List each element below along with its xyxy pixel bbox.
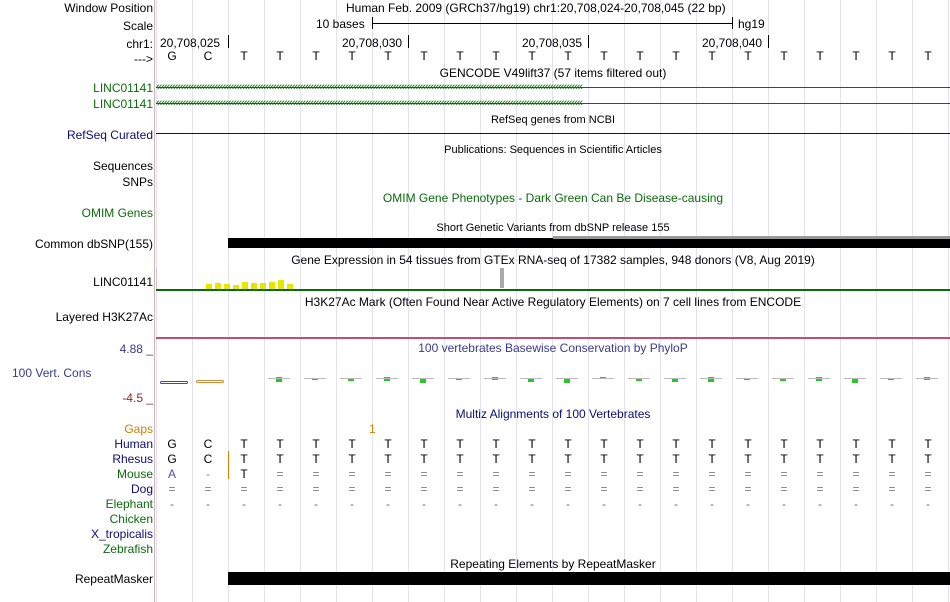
reference-base: T [852,49,860,63]
alignment-base: = [528,467,536,481]
alignment-base: = [492,467,500,481]
species-dog-label: Dog [130,482,153,496]
alignment-base: = [708,482,716,496]
alignment-base: - [206,467,210,481]
assembly-info: Human Feb. 2009 (GRCh37/hg19) chr1:20,708,024-20,708,045 (22 bp) [346,1,726,15]
alignment-base: = [744,467,752,481]
gencode-item-label-1[interactable]: LINC01141 [93,81,153,95]
reference-base: T [492,49,500,63]
dbsnp-variant-bar[interactable] [228,238,950,248]
reference-base: T [744,49,752,63]
dbsnp-variant-bar-gray[interactable] [553,236,950,239]
species-rhesus-label: Rhesus [112,452,153,466]
gtex-track-title: Gene Expression in 54 tissues from GTEx RNA-seq of 17382 samples, 948 donors (V8, Aug 2019) [291,253,815,267]
alignment-base: T [456,437,464,451]
reference-base: T [600,49,608,63]
reference-base: T [708,49,716,63]
alignment-base: = [780,467,788,481]
scale-text: 10 bases [316,17,365,31]
snps-track-label[interactable]: SNPs [122,175,153,189]
alignment-base: = [384,482,392,496]
alignment-base: - [242,497,246,511]
gtex-tissue-bar [215,283,221,289]
gtex-tissue-bar [251,283,257,289]
reference-base: T [672,49,680,63]
phylop-min-label: -4.5 _ [122,391,153,405]
phylop-baseline-tick [700,378,722,379]
alignment-base: T [348,452,356,466]
alignment-base: = [708,467,716,481]
alignment-base: = [168,482,176,496]
phylop-baseline-tick [268,378,290,379]
repeatmasker-track-title: Repeating Elements by RepeatMasker [450,557,656,571]
alignment-base: = [312,467,320,481]
publications-track-title: Publications: Sequences in Scientific Articles [444,144,662,156]
reference-base: T [564,49,572,63]
alignment-base: - [638,497,642,511]
alignment-base: T [708,437,716,451]
alignment-base: - [890,497,894,511]
species-human-label: Human [114,437,153,451]
gtex-tissue-bar [224,284,230,289]
alignment-base: - [386,497,390,511]
phylop-baseline-tick [916,378,938,379]
alignment-base: = [852,482,860,496]
alignment-base: - [782,497,786,511]
chrom-label: chr1: [126,37,153,51]
repeatmasker-element-bar[interactable] [228,572,950,585]
alignment-base: C [203,437,213,451]
omim-track-title: OMIM Gene Phenotypes - Dark Green Can Be Disease-causing [382,191,724,205]
h3k27ac-track-title: H3K27Ac Mark (Often Found Near Active Regulatory Elements) on 7 cell lines from ENCODE [304,295,802,309]
alignment-base: - [458,497,462,511]
alignment-base: = [816,482,824,496]
omim-track-label[interactable]: OMIM Genes [81,206,153,220]
alignment-base: - [854,497,858,511]
alignment-base: = [492,482,500,496]
phylop-baseline-tick [736,378,758,379]
phylop-baseline-tick [556,378,578,379]
phylop-max-label: 4.88 _ [119,342,153,356]
species-mouse-label: Mouse [116,467,153,481]
alignment-base: T [744,452,752,466]
gtex-gene-line[interactable] [156,289,950,291]
gtex-tissue-bar [233,285,239,289]
alignment-base: C [203,452,213,466]
alignment-base: = [888,482,896,496]
position-tick-1 [228,35,229,48]
alignment-base: - [926,497,930,511]
species-xtropicalis-label: X_tropicalis [90,527,153,541]
alignment-base: = [348,482,356,496]
alignment-base: T [420,452,428,466]
alignment-base: T [924,452,932,466]
phylop-baseline-tick [844,378,866,379]
alignment-base: T [888,452,896,466]
alignment-base: - [530,497,534,511]
alignment-base: = [636,467,644,481]
sequences-track-label[interactable]: Sequences [92,159,153,173]
repeatmasker-track-label[interactable]: RepeatMasker [74,572,153,586]
alignment-base: = [276,467,284,481]
alignment-base: T [564,452,572,466]
gtex-tissue-bar [269,282,275,289]
alignment-base: T [600,437,608,451]
alignment-base: - [710,497,714,511]
alignment-base: T [384,452,392,466]
gtex-tissue-bar [206,284,212,289]
alignment-base: = [564,482,572,496]
alignment-base: = [636,482,644,496]
reference-base: T [528,49,536,63]
alignment-base: = [240,482,248,496]
alignment-base: T [564,437,572,451]
alignment-base: T [600,452,608,466]
species-elephant-label: Elephant [105,497,153,511]
phylop-baseline-tick [340,378,362,379]
reference-base: T [384,49,392,63]
position-label-1: 20,708,025 [160,36,221,50]
reference-base: C [203,49,213,63]
gencode-item-label-2[interactable]: LINC01141 [93,97,153,111]
alignment-base: G [167,437,177,451]
alignment-base: T [780,437,788,451]
alignment-base: T [312,437,320,451]
track-label-column [0,0,153,602]
alignment-base: A [167,467,176,481]
reference-base: T [276,49,284,63]
alignment-base: T [924,437,932,451]
mouse-insertion-mark [228,451,229,479]
alignment-base: = [924,482,932,496]
alignment-base: = [312,482,320,496]
reference-base: T [780,49,788,63]
alignment-base: - [494,497,498,511]
h3k27ac-signal-line[interactable] [156,337,950,339]
alignment-base: T [240,437,248,451]
reference-base: T [636,49,644,63]
gtex-divider [500,268,504,288]
reference-base: T [312,49,320,63]
alignment-base: T [852,452,860,466]
reference-base: T [888,49,896,63]
gencode-track-title: GENCODE V49lift37 (57 items filtered out) [439,66,667,80]
reference-base: G [167,49,177,63]
alignment-base: - [746,497,750,511]
gtex-gene-label[interactable]: LINC01141 [93,275,153,289]
phylop-baseline-tick [880,378,902,379]
reference-base: T [816,49,824,63]
phylop-baseline-tick [448,378,470,379]
phylop-baseline-tick [520,378,542,379]
alignment-base: = [924,467,932,481]
scale-bar-right-tick [732,17,733,29]
gencode-transcript-1[interactable]: ‹‹‹‹‹‹‹‹‹‹‹‹‹‹‹‹‹‹‹‹‹‹‹‹‹‹‹‹‹‹‹‹‹‹‹‹‹‹‹‹‹‹‹‹‹‹‹‹‹‹‹‹‹‹‹‹‹‹‹‹‹‹‹‹‹‹‹‹‹‹‹‹‹‹‹‹‹‹‹‹‹‹‹‹‹‹‹‹‹‹‹‹‹‹‹‹‹‹‹‹‹‹‹‹‹‹‹‹‹‹‹‹‹‹‹‹‹‹‹‹‹‹‹‹‹‹‹‹‹‹‹‹‹‹‹‹‹‹‹‹‹‹‹‹‹‹‹‹‹‹‹‹‹‹‹‹‹‹‹‹ [156,82,950,92]
scale-label: Scale [122,19,153,33]
alignment-base: = [816,467,824,481]
alignment-base: T [348,437,356,451]
alignment-base: = [672,467,680,481]
window-position-label: Window Position [64,1,153,15]
phylop-track-title: 100 vertebrates Basewise Conservation by PhyloP [418,341,688,355]
alignment-base: = [348,467,356,481]
alignment-base: = [672,482,680,496]
gtex-tissue-bar [278,280,284,289]
alignment-base: T [780,452,788,466]
track-image[interactable] [156,0,950,602]
alignment-base: T [492,452,500,466]
alignment-base: T [636,452,644,466]
alignment-base: = [420,467,428,481]
alignment-base: T [636,437,644,451]
alignment-base: T [312,452,320,466]
dbsnp-track-title: Short Genetic Variants from dbSNP release 155 [436,222,670,234]
alignment-base: T [240,467,248,481]
alignment-base: = [780,482,788,496]
alignment-base: = [384,467,392,481]
gtex-tissue-bar [260,283,266,289]
alignment-base: T [672,452,680,466]
gtex-left-edge [156,268,157,290]
alignment-base: - [818,497,822,511]
alignment-base: = [528,482,536,496]
alignment-base: = [888,467,896,481]
alignment-base: - [566,497,570,511]
alignment-base: G [167,452,177,466]
reference-base: T [348,49,356,63]
position-label-3: 20,708,035 [522,36,583,50]
position-label-4: 20,708,040 [702,36,763,50]
alignment-base: T [744,437,752,451]
phylop-baseline-tick [304,378,326,379]
phylop-baseline-tick [772,378,794,379]
alignment-base: = [564,467,572,481]
scale-bar [372,23,732,24]
position-tick-4 [768,35,769,48]
alignment-base: T [276,437,284,451]
alignment-base: = [456,482,464,496]
alignment-base: - [314,497,318,511]
phylop-baseline-tick [628,378,650,379]
dbsnp-track-label[interactable]: Common dbSNP(155) [34,237,153,251]
alignment-base: = [600,467,608,481]
alignment-base: T [816,437,824,451]
phylop-baseline-tick [484,378,506,379]
reference-base: T [420,49,428,63]
gtex-tissue-bar [242,282,248,289]
position-tick-2 [408,35,409,48]
phylop-mark-2 [196,380,224,383]
gaps-count: 1 [369,422,376,436]
alignment-base: T [888,437,896,451]
reference-base: T [924,49,932,63]
species-zebrafish-label: Zebrafish [102,542,153,556]
alignment-base: - [278,497,282,511]
phylop-baseline-tick [808,378,830,379]
refseq-track-title: RefSeq genes from NCBI [490,114,616,126]
refseq-gene-line[interactable] [156,133,950,134]
alignment-base: T [240,452,248,466]
phylop-baseline-tick [664,378,686,379]
strand-label: ---> [134,52,153,66]
gencode-transcript-2[interactable]: ‹‹‹‹‹‹‹‹‹‹‹‹‹‹‹‹‹‹‹‹‹‹‹‹‹‹‹‹‹‹‹‹‹‹‹‹‹‹‹‹‹‹‹‹‹‹‹‹‹‹‹‹‹‹‹‹‹‹‹‹‹‹‹‹‹‹‹‹‹‹‹‹‹‹‹‹‹‹‹‹‹‹‹‹‹‹‹‹‹‹‹‹‹‹‹‹‹‹‹‹‹‹‹‹‹‹‹‹‹‹‹‹‹‹‹‹‹‹‹‹‹‹‹‹‹‹‹‹‹‹‹‹‹‹‹‹‹‹‹‹‹‹‹‹‹‹‹‹‹‹‹‹‹‹‹‹‹‹‹‹ [156,98,950,108]
alignment-base: = [852,467,860,481]
phylop-baseline-tick [376,378,398,379]
phylop-mark-1 [160,381,188,384]
label-divider [154,0,155,602]
refseq-track-label[interactable]: RefSeq Curated [66,128,153,142]
alignment-base: T [420,437,428,451]
alignment-base: - [170,497,174,511]
alignment-base: - [206,497,210,511]
alignment-base: = [600,482,608,496]
gaps-label: Gaps [124,422,153,436]
phylop-track-label[interactable]: 100 Vert. Cons [12,366,92,380]
alignment-base: - [350,497,354,511]
alignment-base: T [492,437,500,451]
position-label-2: 20,708,030 [342,36,403,50]
alignment-base: T [528,452,536,466]
reference-base: T [240,49,248,63]
alignment-base: - [602,497,606,511]
alignment-base: T [816,452,824,466]
alignment-base: = [204,482,212,496]
alignment-base: T [852,437,860,451]
position-tick-3 [588,35,589,48]
alignment-base: = [744,482,752,496]
alignment-base: T [708,452,716,466]
phylop-baseline-tick [592,378,614,379]
alignment-base: = [456,467,464,481]
alignment-base: T [456,452,464,466]
h3k27ac-track-label[interactable]: Layered H3K27Ac [55,310,153,324]
alignment-base: - [422,497,426,511]
alignment-base: T [276,452,284,466]
species-chicken-label: Chicken [109,512,153,526]
gtex-tissue-bar [287,284,293,289]
alignment-base: T [672,437,680,451]
reference-base: T [456,49,464,63]
phylop-baseline-tick [412,378,434,379]
multiz-track-title: Multiz Alignments of 100 Vertebrates [455,407,651,421]
assembly-name: hg19 [738,17,765,31]
alignment-base: = [420,482,428,496]
alignment-base: T [384,437,392,451]
alignment-base: - [674,497,678,511]
alignment-base: = [276,482,284,496]
alignment-base: T [528,437,536,451]
